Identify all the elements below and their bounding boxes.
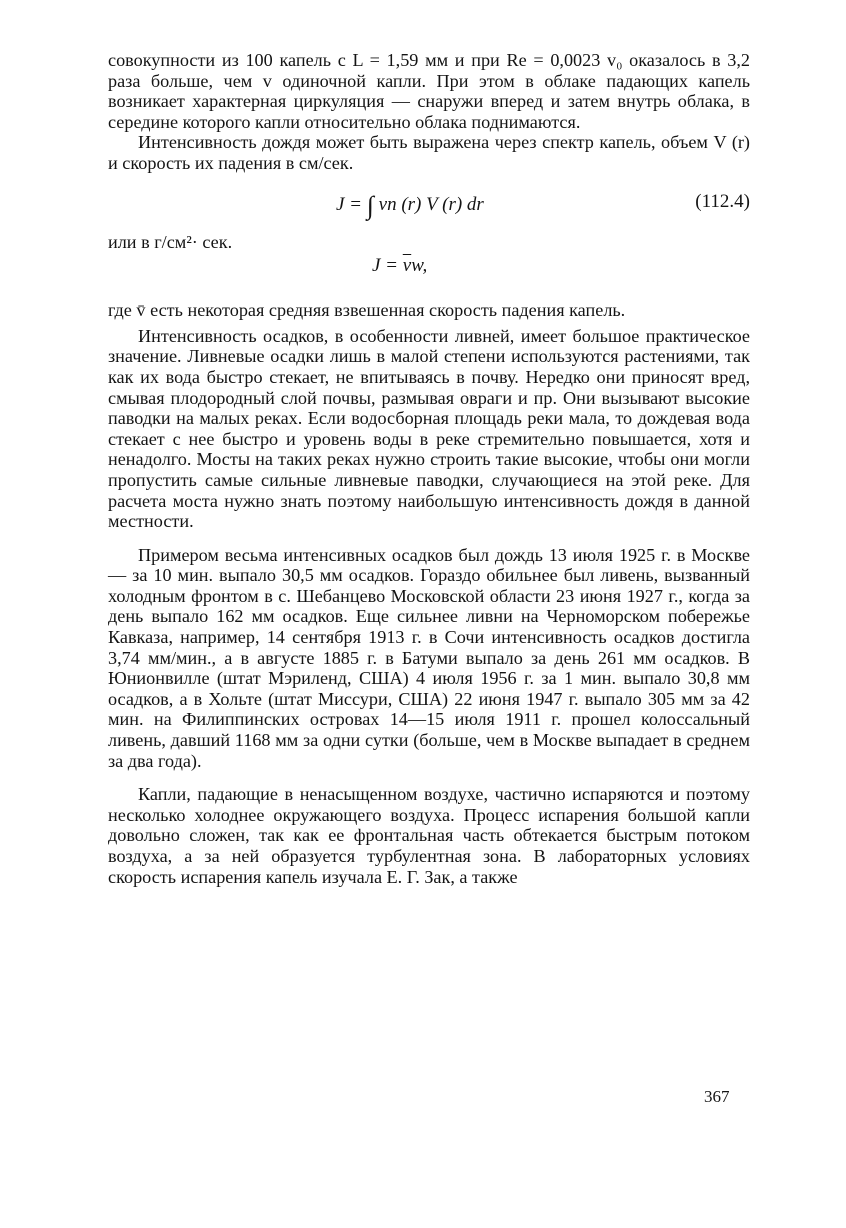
paragraph-units: или в г/см²· сек. [108, 231, 233, 252]
formula2-rest: w, [411, 255, 428, 277]
formula-rhs: vn (r) V (r) dr [378, 193, 484, 215]
paragraph-continuation: совокупности из 100 капель с L = 1,59 мм и при Re = 0,0023 v₀ оказалось в 3,2 раза больше, чем v одиночной капли. При этом в облаке падающих капель возникает характерная циркуляция — снаружи вперед и затем внутрь облака, в середине которого капли относительно облака поднимаются. [108, 50, 750, 132]
formula-mean-velocity [108, 254, 750, 284]
paragraph-importance: Интенсивность осадков, в особенности ливней, имеет большое практическое значение. Ливневые осадки лишь в малой степени используются растениями, так как их вода быстро стекает, не впитываясь в почву. Нередко они приносят вред, смывая плодородный слой почвы, размывая овраги и пр. Они вызывают высокие паводки на малых реках. Если водосборная площадь реки мала, то дождевая вода стекает с нее быстро и уровень воды в реке стремительно повышается, хотя и ненадолго. Мосты на таких реках нужно строить такие высокие, чтобы они могли пропустить самые сильные ливневые паводки, случающиеся на этой реке. Для расчета моста нужно знать поэтому наибольшую интенсивность дождя в данной местности. [108, 325, 750, 532]
equation-number: (112.4) [695, 190, 750, 212]
paragraph-where: где v̄ есть некоторая средняя взвешенная скорость падения капель. [108, 300, 626, 321]
formula-112-4 [108, 188, 750, 226]
integral-sign: ∫ [366, 190, 374, 220]
formula-integral [336, 190, 484, 220]
paragraph-evaporation: Капли, падающие в ненасыщенном воздухе, частично испаряются и поэтому несколько холоднее окружающего воздуха. Процесс испарения большой капли довольно сложен, так как ее фронтальная часть обтекается быстрым потоком воздуха, а за ней образуется турбулентная зона. В лабораторных условиях скорость испарения капель изучала Е. Г. Зак, а также [108, 784, 750, 887]
page-text [108, 50, 750, 887]
formula2-vbar: $\overline{v}$ [402, 255, 412, 277]
formula2-lhs: J = [372, 255, 403, 277]
paragraph-rain-intensity: Интенсивность дождя может быть выражена через спектр капель, объем V (r) и скорость их падения в см/сек. [108, 132, 750, 173]
formula-lhs: J = [336, 193, 363, 215]
formula-j-vw [372, 256, 427, 277]
paragraph-examples: Примером весьма интенсивных осадков был дождь 13 июля 1925 г. в Москве — за 10 мин. выпало 30,5 мм осадков. Гораздо обильнее был ливень, вызванный холодным фронтом в с. Шебанцево Московской области 23 июня 1927 г., когда за день выпало 162 мм осадков. Еще сильнее ливни на Черноморском побережье Кавказа, например, 14 сентября 1913 г. в Сочи интенсивность осадков достигла 3,74 мм/мин., а в августе 1885 г. в Батуми выпало за день 261 мм осадков. В Юнионвилле (штат Мэриленд, США) 4 июля 1956 г. за 1 мин. выпало 30,8 мм осадков, а в Хольте (штат Миссури, США) 22 июня 1947 г. выпало 305 мм за 42 мин. на Филиппинских островах 14—15 июля 1911 г. прошел колоссальный ливень, давший 1168 мм за одни сутки (больше, чем в Москве выпадает в среднем за два года). [108, 544, 750, 771]
page-number: 367 [704, 1087, 730, 1106]
